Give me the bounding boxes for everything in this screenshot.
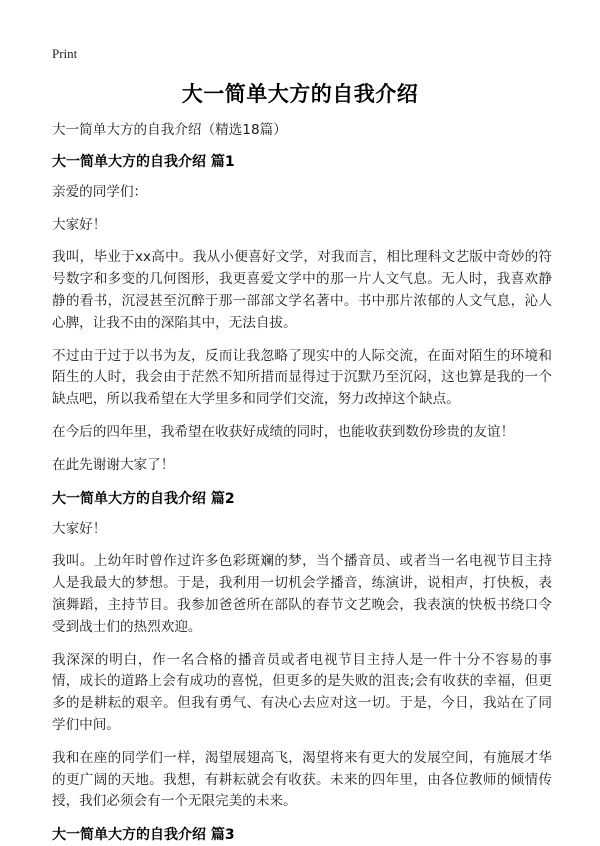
paragraph: 我叫，毕业于xx高中。我从小便喜好文学，对我而言，相比理科文艺版中奇妙的符号数字和多变的几何图形，我更喜爱文学中的那一片人文气息。无人时，我喜欢静静的看书，沉浸甚至沉醉于那一部部文学名著中。书中那片浓郁的人文气息，沁人心脾，让我不由的深陷其中，无法自拔。: [52, 249, 552, 331]
paragraph: 大家好！: [52, 216, 107, 233]
document-title: 大一简单大方的自我介绍: [181, 82, 419, 106]
paragraph: 我叫。上幼年时曾作过许多色彩斑斓的梦，当个播音员、或者当一名电视节目主持人是我最大的梦想。于是，我利用一切机会学播音，练演讲，说相声，打快板，表演舞蹈，主持节目。我参加爸爸所在部队的春节文艺晚会，我表演的快板书绕口令受到战士们的热烈欢迎。: [52, 553, 552, 635]
section-heading-3: 大一简单大方的自我介绍 篇3: [52, 827, 235, 844]
section-heading-1: 大一简单大方的自我介绍 篇1: [52, 153, 235, 170]
paragraph: 大家好！: [52, 520, 107, 537]
document-body: [52, 120, 552, 846]
document-subtitle: 大一简单大方的自我介绍（精选18篇）: [52, 122, 287, 138]
paragraph: 我深深的明白，作一名合格的播音员或者电视节目主持人是一件十分不容易的事情，成长的道路上会有成功的喜悦，但更多的是失败的沮丧;会有收获的幸福，但更多的是耕耘的艰辛。但我有勇气、有决心去应对这一切。于是，今日，我站在了同学们中间。: [52, 651, 552, 733]
paragraph: 不过由于过于以书为友，反而让我忽略了现实中的人际交流，在面对陌生的环境和陌生的人时，我会由于茫然不知所措而显得过于沉默乃至沉闷，这也算是我的一个缺点吧，所以我希望在大学里多和同学们交流，努力改掉这个缺点。: [52, 347, 552, 408]
paragraph: 在今后的四年里，我希望在收获好成绩的同时，也能收获到数份珍贵的友谊！: [52, 423, 515, 440]
section-heading-2: 大一简单大方的自我介绍 篇2: [52, 490, 235, 507]
paragraph: 亲爱的同学们：: [52, 183, 148, 200]
print-link[interactable]: Print: [52, 46, 78, 61]
paragraph: 我和在座的同学们一样，渴望展翅高飞，渴望将来有更大的发展空间，有施展才华的更广阔的天地。我想，有耕耘就会有收获。未来的四年里，由各位教师的倾情传授，我们必须会有一个无限完美的未来。: [52, 749, 552, 810]
paragraph: 在此先谢谢大家了！: [52, 456, 175, 473]
